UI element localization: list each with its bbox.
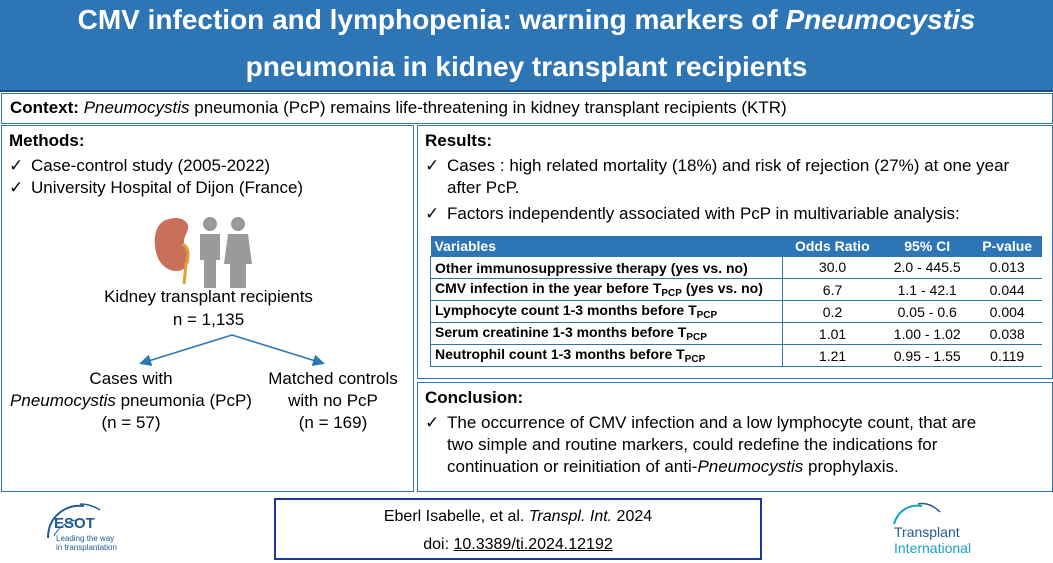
- transplant-international-logo: [890, 500, 1020, 560]
- split-arrows: [132, 331, 332, 371]
- results-item: ✓ Cases : high related mortality (18%) and risk of rejection (27%) at one year after PcP.: [425, 156, 1010, 197]
- title-banner: [0, 0, 1053, 92]
- results-panel: [417, 125, 1053, 379]
- methods-item: ✓ University Hospital of Dijon (France): [9, 178, 304, 197]
- controls-group: Matched controls with no PcP (n = 169): [268, 369, 398, 432]
- results-heading: Results:: [425, 131, 493, 150]
- doi-link[interactable]: 10.3389/ti.2024.12192: [453, 536, 613, 553]
- ti-name-line-1: Transplant: [894, 524, 960, 540]
- context-bar: Context: Pneumocystis pneumonia (PcP) remains life-threatening in kidney transplant recipients (KTR): [1, 93, 1053, 124]
- table-row: Other immunosuppressive therapy (yes vs. no) 30.0 2.0 - 445.5 0.013: [431, 257, 1043, 279]
- citation-box: [274, 498, 762, 560]
- table-row: Lymphocyte count 1-3 months before $T_{PCP}$ 0.2 0.05 - 0.6 0.004: [431, 301, 1043, 323]
- citation-doi: doi: 10.3389/ti.2024.12192: [423, 536, 613, 553]
- results-table: [430, 236, 1042, 367]
- esot-name: ESOT: [54, 515, 95, 532]
- methods-panel: [1, 125, 414, 492]
- kidney-people-illustration: [152, 214, 262, 290]
- citation-authors: Eberl Isabelle, et al. Transpl. Int. 2024: [383, 508, 653, 525]
- cases-group: Cases with Pneumocystis pneumonia (PcP) (n = 57): [10, 369, 252, 432]
- population-n: n = 1,135: [172, 310, 245, 329]
- table-row: Serum creatinine 1-3 months before $T_{PCP}$ 1.01 1.00 - 1.02 0.038: [431, 323, 1043, 345]
- results-item: ✓ Factors independently associated with PcP in multivariable analysis:: [425, 204, 960, 223]
- esot-tagline: Leading the way in transplantation: [56, 534, 117, 552]
- table-row: Neutrophil count 1-3 months before $T_{PCP}$ 1.21 0.95 - 1.55 0.119: [431, 345, 1043, 367]
- esot-logo: [44, 500, 154, 560]
- ti-name-line-2: International: [894, 540, 972, 556]
- title-line-1: CMV infection and lymphopenia: warning markers of Pneumocystis: [77, 4, 976, 35]
- table-row: CMV infection in the year before $T_{PCP}$ (yes vs. no) 6.7 1.1 - 42.1 0.044: [431, 279, 1043, 301]
- table-header-row: Variables Odds Ratio 95% CI P-value: [431, 236, 1043, 257]
- conclusion-heading: Conclusion:: [425, 388, 524, 407]
- ti-hands-icon: [892, 500, 942, 526]
- context-label: Context:: [10, 98, 79, 117]
- methods-item: ✓ Case-control study (2005-2022): [9, 156, 271, 175]
- people-icon: [200, 217, 252, 288]
- conclusion-panel: [417, 382, 1053, 492]
- title-line-2: pneumonia in kidney transplant recipients: [245, 51, 808, 82]
- methods-heading: Methods:: [9, 131, 85, 150]
- conclusion-text: ✓ The occurrence of CMV infection and a low lymphocyte count, that are two simple and routine markers, could redefine the indications for continuation or reinitiation of anti-Pneumocystis prophylaxis.: [425, 413, 977, 476]
- population-label: Kidney transplant recipients: [104, 287, 313, 306]
